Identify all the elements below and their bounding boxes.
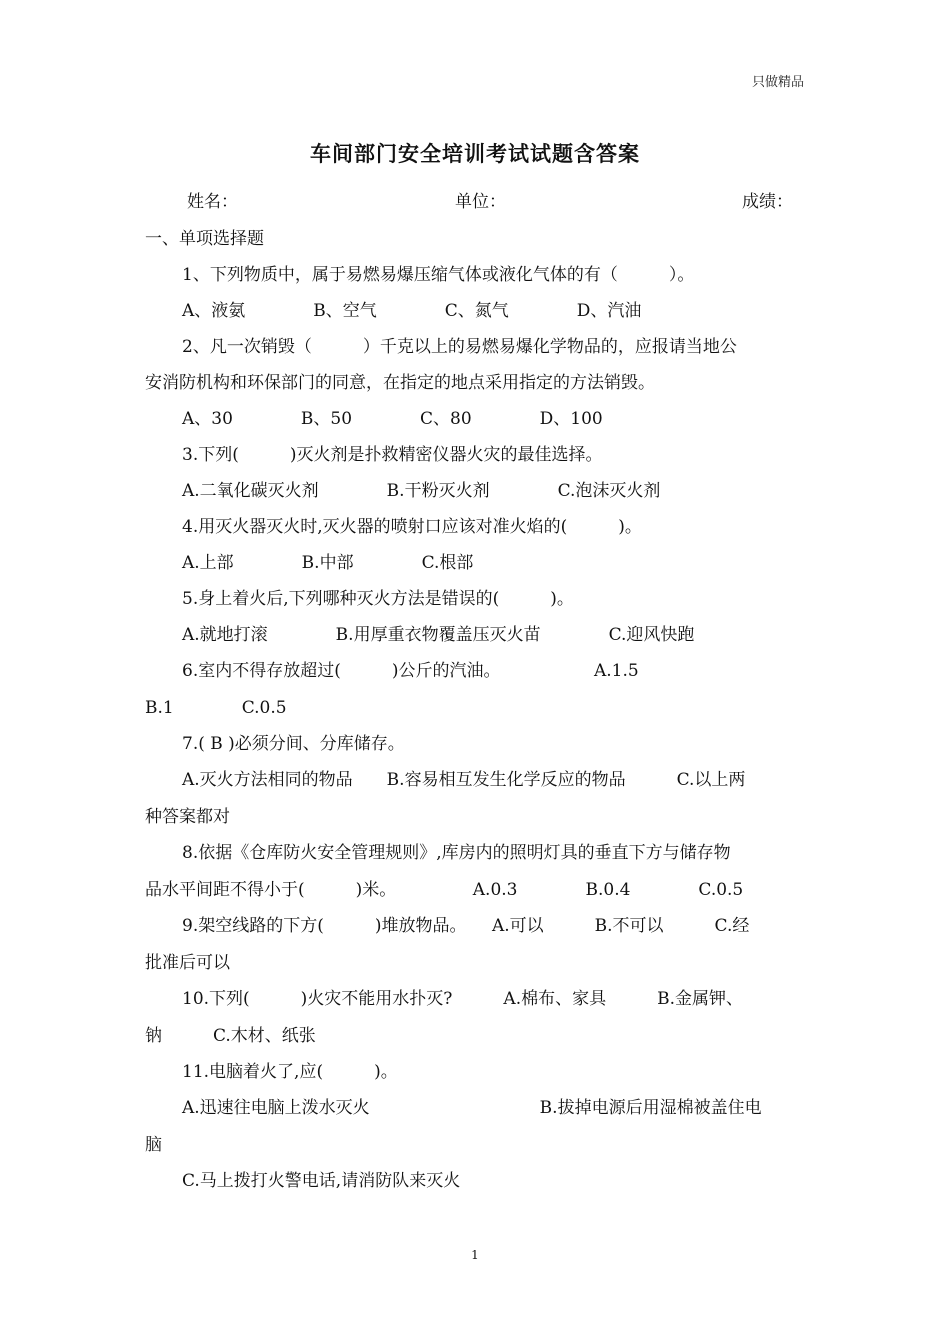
option-line: A.迅速往电脑上泼水灭火 B.拔掉电源后用湿棉被盖住电 — [182, 1098, 762, 1118]
question-line: 2、凡一次销毁（ ）千克以上的易燃易爆化学物品的，应报请当地公 — [182, 337, 737, 357]
option-line: A、30 B、50 C、80 D、100 — [182, 409, 603, 429]
question-line: 6.室内不得存放超过( )公斤的汽油。 A.1.5 — [182, 661, 639, 681]
question-line: 3.下列( )灭火剂是扑救精密仪器火灾的最佳选择。 — [182, 445, 603, 465]
question-line: 9.架空线路的下方( )堆放物品。 A.可以 B.不可以 C.经 — [182, 916, 750, 936]
option-line: A.二氧化碳灭火剂 B.干粉灭火剂 C.泡沫灭火剂 — [182, 481, 661, 501]
page-number: 1 — [471, 1248, 479, 1262]
option-line: 钠 C.木材、纸张 — [145, 1026, 316, 1046]
option-line: A.上部 B.中部 C.根部 — [182, 553, 474, 573]
question-line: 5.身上着火后,下列哪种灭火方法是错误的( )。 — [182, 589, 574, 609]
document-title: 车间部门安全培训考试试题含答案 — [310, 141, 640, 166]
question-line: 8.依据《仓库防火安全管理规则》,库房内的照明灯具的垂直下方与储存物 — [182, 843, 731, 863]
question-line: 1、下列物质中，属于易燃易爆压缩气体或液化气体的有（ ）。 — [182, 265, 695, 285]
header-note: 只做精品 — [752, 75, 805, 90]
unit-label: 单位： — [455, 192, 506, 212]
question-line: 10.下列( )火灾不能用水扑灭? A.棉布、家具 B.金属钾、 — [182, 989, 743, 1009]
option-line: A、液氨 B、空气 C、氮气 D、汽油 — [182, 301, 642, 321]
option-line: A.就地打滚 B.用厚重衣物覆盖压灭火苗 C.迎风快跑 — [182, 625, 695, 645]
question-line: 7.( B )必须分间、分库储存。 — [182, 734, 405, 754]
option-line: 脑 — [145, 1135, 162, 1155]
question-line: 4.用灭火器灭火时,灭火器的喷射口应该对准火焰的( )。 — [182, 517, 642, 537]
question-line: 品水平间距不得小于( )米。 A.0.3 B.0.4 C.0.5 — [145, 880, 744, 900]
score-label: 成绩： — [742, 192, 793, 212]
option-line: 批准后可以 — [145, 953, 230, 973]
option-line: A.灭火方法相同的物品 B.容易相互发生化学反应的物品 C.以上两 — [182, 770, 746, 790]
question-line: 安消防机构和环保部门的同意，在指定的地点采用指定的方法销毁。 — [145, 373, 655, 393]
option-line: B.1 C.0.5 — [145, 698, 287, 718]
section-heading: 一、单项选择题 — [145, 229, 264, 249]
name-label: 姓名： — [187, 192, 238, 212]
option-line: C.马上拨打火警电话,请消防队来灭火 — [182, 1171, 461, 1191]
question-line: 11.电脑着火了,应( )。 — [182, 1062, 398, 1082]
option-line: 种答案都对 — [145, 807, 230, 827]
